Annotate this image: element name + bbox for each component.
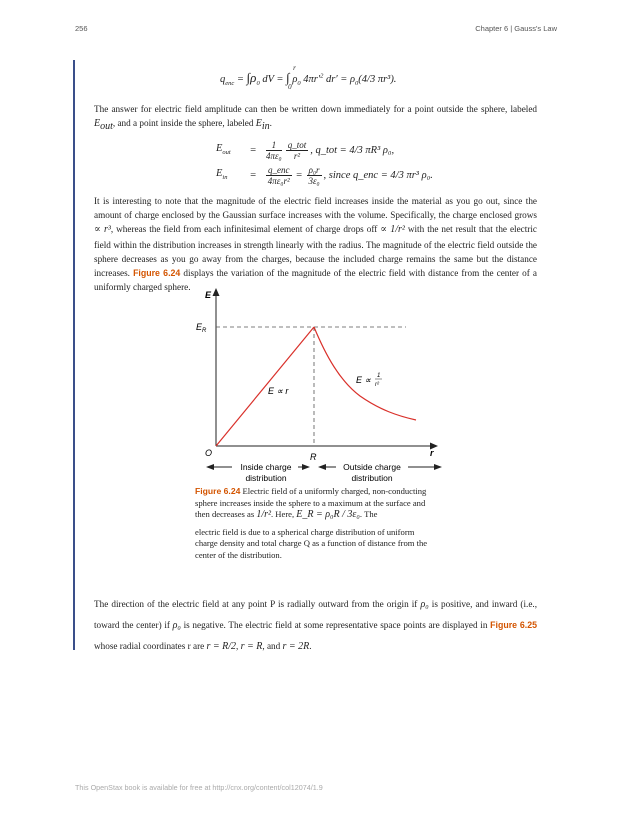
figure-6-25-link[interactable]: Figure 6.25 [490,620,537,630]
footer-note: This OpenStax book is available for free at http://cnx.org/content/col12074/1.9 [75,783,323,792]
paragraph-3: The direction of the electric field at any point P is radially outward from the origin if ρ₀ is positive, and inward (i.e., toward the center) if ρ₀ is negative. The electric field at some representative space points are displayed in Figure 6.25 whose radial coordinates r are r = R/2, r = R, and r = 2R. [94,599,537,652]
chapter-title: Chapter 6 | Gauss's Law [475,24,557,33]
inside-relation-label: E ∝ r [268,386,289,396]
outside-field-curve [314,327,416,420]
equation-qenc: $q_{enc} = \int\rho_0$ dV = ∫ r 0 $\rho_0$ $4\pi r'^2$ $dr' = \rho_0(4/3$ πr³). [220,64,397,91]
sidebar-bar [73,60,75,650]
outside-arrow-left [318,464,326,470]
equation-row-in: $E_{in}$ = $\frac{\text{q\_enc}}{\text{4πε₀r²}}$ = $\frac{\text{ρ₀r}}{\text{3ε₀}}$ , since q_enc = 4/3 πr³ ρ₀. [216,164,433,186]
outside-relation-num: 1 [377,373,381,379]
y-axis-arrow [213,288,220,296]
eq-int1: ∫ρ [246,70,257,85]
er-label: $E_R$ [196,322,207,334]
inside-arrow-left [206,464,214,470]
equation-row-out: $E_{out}$ = $\frac{1}{\text{4πε₀}}$ $\frac{\text{q\_tot}}{\text{r²}}$ , q_tot = 4/3 πR³ ρ₀, [216,139,395,161]
x-axis-label: r [430,448,434,458]
outside-relation-den: r² [375,382,379,388]
page-number: 256 [75,24,88,33]
figure-6-24-link[interactable]: Figure 6.24 [133,268,181,279]
equation-fields [216,138,556,188]
outside-relation-label: E ∝ [356,375,371,385]
figure-caption: Figure 6.24 Electric field of a uniformly charged, non-conducting sphere increases inside the sphere to a maximum at the surface and then decreases as 1/r². Here, E_R = ρ₀R / 3ε₀. The electric field is due to a spherical charge distribution of uniform charge density and total charge Q as a function of distance from the center of the distribution. [195,486,428,560]
origin-label: O [205,448,213,458]
outside-region-label-1: Outside charge [343,462,401,472]
eq-lhs: q [220,74,226,85]
r-label: R [310,452,317,462]
y-axis-label: E [205,290,212,300]
inside-field-line [216,327,314,446]
paragraph-2: It is interesting to note that the magnitude of the electric field increases inside the material as you go out, since the amount of charge enclosed by the Gaussian surface increases with the volume. Specifically, the charge enclosed grows ∝ r³, whereas the field from each infinitesimal element of charge drops off ∝ 1/r² with the net result that the electric field within the distribution increases in strength linearly with the radius. The magnitude of the electric field outside the sphere decreases as you go away from the charges, because the included charge remains the same but the distance increases. Figure 6.24 displays the variation of the magnitude of the electric field with distance from the center of a uniformly charged sphere. [94,196,537,293]
outside-region-label-2: distribution [351,473,393,483]
inside-region-label-2: distribution [245,473,287,483]
paragraph-1: The answer for electric field amplitude can then be written down immediately for a point outside the sphere, labeled $E_{out}$, and a point inside the sphere, labeled $E_{in}$. [94,104,537,133]
inside-arrow-right [302,464,310,470]
inside-region-label-1: Inside charge [240,462,292,472]
outside-arrow-right [434,464,442,470]
field-graph [190,286,450,486]
